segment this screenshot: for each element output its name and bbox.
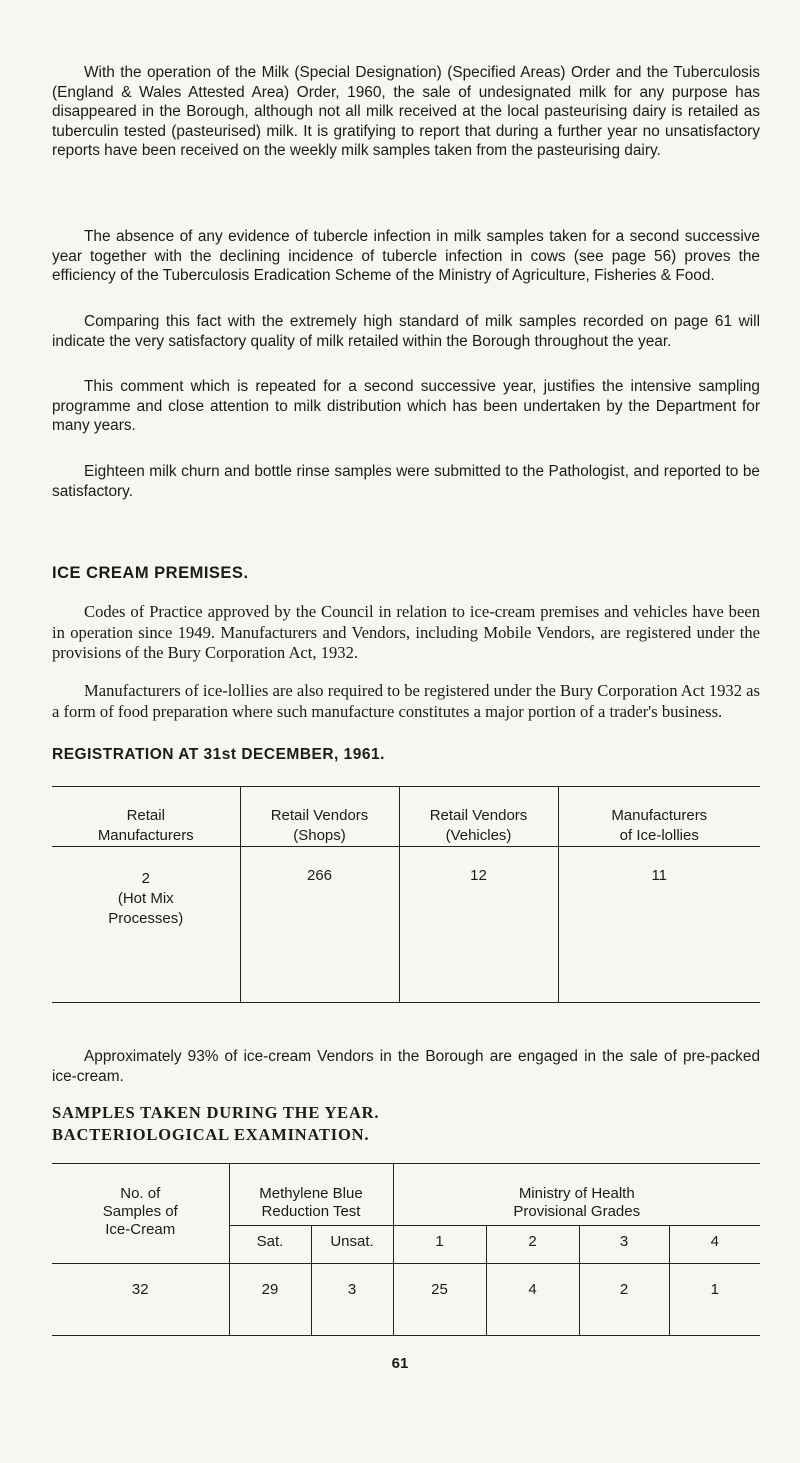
header-line: Samples of	[102, 1203, 178, 1220]
cell-samples-count: 32	[52, 1264, 229, 1336]
paragraph-ice-lollies: Manufacturers of ice-lollies are also required to be registered under the Bury Corporation Act 1932 as a form of food preparation where such manufacture constitutes a major portion of a trader's business.	[52, 681, 760, 721]
heading-registration: REGISTRATION AT 31st DECEMBER, 1961.	[52, 746, 385, 763]
cell-shops: 266	[240, 847, 399, 1003]
paragraph-milk-quality: Comparing this fact with the extremely high standard of milk samples recorded on page 61 will indicate the very satisfactory quality of milk retailed within the Borough throughout the year.	[52, 313, 760, 350]
header-line: Retail	[126, 807, 165, 824]
samples-header-row	[52, 1164, 760, 1226]
header-line: (Vehicles)	[445, 827, 512, 844]
registration-header-row	[52, 787, 760, 847]
header-line: Manufacturers	[611, 807, 708, 824]
header-line: Reduction Test	[261, 1203, 361, 1220]
header-retail-vendors-shops	[240, 787, 399, 847]
samples-table	[52, 1163, 760, 1336]
cell-unsat: 3	[311, 1264, 393, 1336]
subheader-unsat: Unsat.	[311, 1226, 393, 1264]
cell-grade-2: 4	[486, 1264, 579, 1336]
header-methylene-blue	[229, 1164, 393, 1226]
cell-grade-1: 25	[393, 1264, 486, 1336]
header-line: No. of	[120, 1185, 161, 1202]
paragraph-pre-packed: Approximately 93% of ice-cream Vendors in the Borough are engaged in the sale of pre-packed ice-cream.	[52, 1048, 760, 1085]
cell-line: Processes)	[108, 910, 184, 927]
header-no-of-samples	[52, 1164, 229, 1264]
heading-ice-cream-premises: ICE CREAM PREMISES.	[52, 564, 249, 582]
cell-grade-3: 2	[579, 1264, 669, 1336]
header-line: Manufacturers	[97, 827, 194, 844]
subheader-grade-1: 1	[393, 1226, 486, 1264]
header-line: (Shops)	[293, 827, 346, 844]
registration-table	[52, 786, 760, 1003]
header-retail-vendors-vehicles	[399, 787, 558, 847]
subheader-grade-3: 3	[579, 1226, 669, 1264]
paragraph-tubercle-infection: The absence of any evidence of tubercle infection in milk samples taken for a second successive year together with the declining incidence of tubercle infection in cows (see page 56) proves the efficiency of the Tuberculosis Eradication Scheme of the Ministry of Agriculture, Fisheries & Food.	[52, 228, 760, 285]
subheader-sat: Sat.	[229, 1226, 311, 1264]
cell-vehicles: 12	[399, 847, 558, 1003]
header-line: Ministry of Health	[518, 1185, 635, 1202]
header-line: Methylene Blue	[259, 1185, 363, 1202]
paragraph-codes-of-practice: Codes of Practice approved by the Council in relation to ice-cream premises and vehicles have been in operation since 1949. Manufacturers and Vendors, including Mobile Vendors, are registered under the provisions of the Bury Corporation Act, 1932.	[52, 602, 760, 663]
paragraph-rinse-samples: Eighteen milk churn and bottle rinse samples were submitted to the Pathologist, and reported to be satisfactory.	[52, 463, 760, 500]
heading-samples-taken: SAMPLES TAKEN DURING THE YEAR.	[52, 1103, 380, 1122]
header-line: Ice-Cream	[105, 1221, 176, 1238]
cell-sat: 29	[229, 1264, 311, 1336]
paragraph-milk-orders: With the operation of the Milk (Special Designation) (Specified Areas) Order and the Tuberculosis (England & Wales Attested Area) Order, 1960, the sale of undesignated milk for any purpose has disappeared in the Borough, although not all milk received at the local pasteurising dairy is retailed as tuberculin tested (pasteurised) milk. It is gratifying to report that during a further year no unsatisfactory reports have been received on the weekly milk samples taken from the pasteurising dairy.	[52, 64, 760, 160]
header-line: Retail Vendors	[429, 807, 528, 824]
samples-data-row	[52, 1264, 760, 1336]
heading-bacteriological: BACTERIOLOGICAL EXAMINATION.	[52, 1125, 370, 1144]
header-ministry-of-health	[393, 1164, 760, 1226]
cell-line: 2	[141, 870, 150, 887]
registration-data-row	[52, 847, 760, 1003]
cell-retail-manufacturers	[52, 847, 240, 1003]
header-line: Provisional Grades	[513, 1203, 641, 1220]
paragraph-sampling-programme: This comment which is repeated for a second successive year, justifies the intensive sampling programme and close attention to milk distribution which has been undertaken by the Department for many years.	[52, 378, 760, 435]
cell-ice-lollies: 11	[558, 847, 760, 1003]
cell-line: (Hot Mix	[117, 890, 174, 907]
header-retail-manufacturers	[52, 787, 240, 847]
cell-grade-4: 1	[669, 1264, 760, 1336]
header-line: of Ice-lollies	[619, 827, 699, 844]
header-line: Retail Vendors	[270, 807, 369, 824]
subheader-grade-4: 4	[669, 1226, 760, 1264]
page-number: 61	[391, 1355, 409, 1372]
header-manufacturers-ice-lollies	[558, 787, 760, 847]
subheader-grade-2: 2	[486, 1226, 579, 1264]
